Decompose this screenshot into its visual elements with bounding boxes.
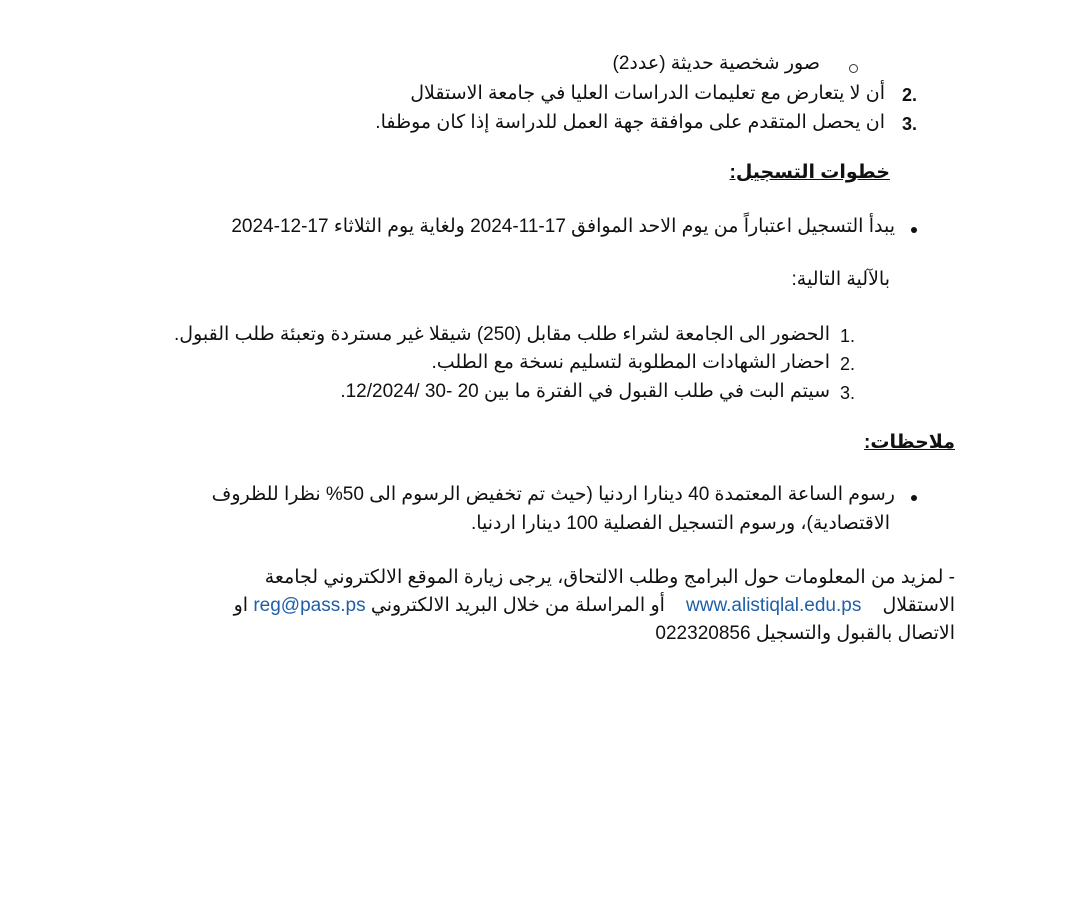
mechanism-intro: بالآلية التالية: (791, 269, 890, 290)
contact-email-intro: أو المراسلة من خلال البريد الالكتروني (370, 595, 665, 616)
registration-period: يبدأ التسجيل اعتباراً من يوم الاحد الموافق 17-11-2024 ولغاية يوم الثلاثاء 17-12-2024 (231, 216, 895, 237)
step-text: سيتم البت في طلب القبول في الفترة ما بين 20 -30 /12/2024. (340, 381, 830, 402)
step-number: 1. (840, 326, 856, 346)
step-text: الحضور الى الجامعة لشراء طلب مقابل (250) شيقلا غير مستردة وتعبئة طلب القبول. (173, 324, 830, 345)
email-link[interactable]: reg@pass.ps (253, 595, 366, 616)
fees-line-2: الاقتصادية)، ورسوم التسجيل الفصلية 100 دينارا اردنيا. (470, 513, 890, 534)
contact-line-3 (655, 622, 955, 646)
fees-line-1: رسوم الساعة المعتمدة 40 دينارا اردنيا (حيث تم تخفيض الرسوم الى 50% نظرا للظروف (211, 484, 895, 505)
bullet-dot-icon (911, 227, 917, 233)
step-number: 2. (840, 354, 856, 374)
notes-heading: ملاحظات: (864, 432, 955, 453)
website-link[interactable]: www.alistiqlal.edu.ps (686, 595, 862, 616)
sub-bullet-circle-icon (849, 64, 858, 73)
requirement-number: 2. (902, 85, 918, 105)
registration-heading: خطوات التسجيل: (729, 162, 890, 183)
contact-line-1: - لمزيد من المعلومات حول البرامج وطلب الالتحاق، يرجى زيارة الموقع الالكتروني لجامعة (264, 567, 955, 588)
requirement-photos: صور شخصية حديثة (عدد2) (612, 53, 820, 74)
bullet-dot-icon (911, 495, 917, 501)
requirement-text: أن لا يتعارض مع تعليمات الدراسات العليا في جامعة الاستقلال (410, 83, 885, 104)
requirement-number: 3. (902, 114, 918, 134)
phone-number: 022320856 (655, 623, 751, 644)
step-number: 3. (840, 383, 856, 403)
requirement-text: ان يحصل المتقدم على موافقة جهة العمل للدراسة إذا كان موظفا. (375, 112, 885, 133)
contact-or: او (233, 595, 249, 616)
step-text: احضار الشهادات المطلوبة لتسليم نسخة مع الطلب. (431, 352, 830, 373)
contact-phone-label: الاتصال بالقبول والتسجيل (755, 623, 955, 644)
contact-line-2 (234, 594, 955, 618)
contact-university-name: الاستقلال (882, 595, 955, 616)
